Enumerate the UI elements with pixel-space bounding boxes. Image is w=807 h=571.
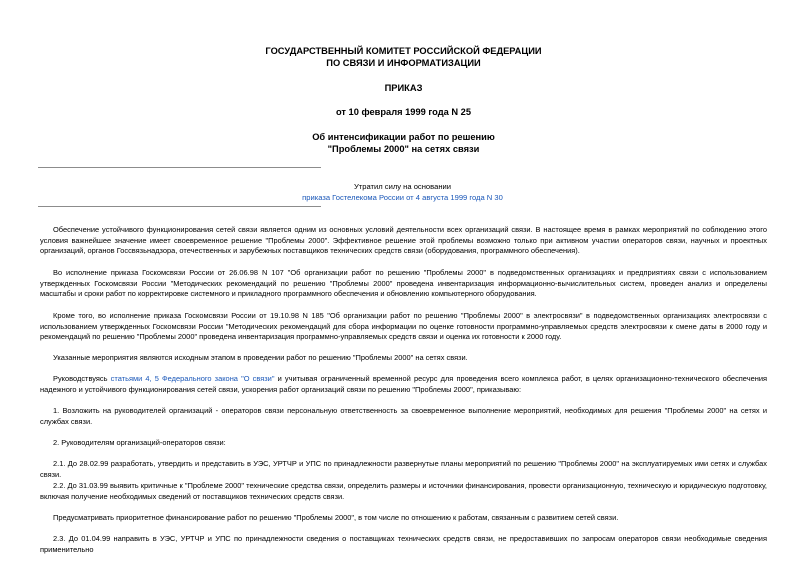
law-articles-link[interactable]: статьями 4, 5 Федерального закона "О связи" [110, 374, 275, 383]
committee-name-line1: ГОСУДАРСТВЕННЫЙ КОМИТЕТ РОССИЙСКОЙ ФЕДЕРАЦИИ [265, 46, 542, 56]
document-date: от 10 февраля 1999 года N 25 [335, 107, 472, 117]
paragraph-text-post: и учитывая ограниченный временной ресурс для проведения всего комплекса работ, в целях организационно-технического обеспечения надежного и устойчивого функционирования сетей связи, ускорения работ организаций связи по решению "Проблемы 2000", приказываю: [40, 374, 767, 394]
paragraph: 2.2. До 31.03.99 выявить критичные к "Проблеме 2000" технические средства связи, определить размеры и источники финансирования, провести организационную, техническую и юридическую подготовку, включая получение необходимых сведений от поставщиков технических средств связи. [40, 481, 767, 501]
paragraph: 2. Руководителям организаций-операторов связи: [53, 438, 226, 447]
divider-bottom [38, 206, 321, 207]
paragraph: 1. Возложить на руководителей организаций - операторов связи персональную ответственность за своевременное выполнение мероприятий, необходимых для решения "Проблемы 2000" на сетях и службах связи. [40, 406, 767, 426]
document-type: ПРИКАЗ [384, 83, 423, 93]
repeal-order-link[interactable]: приказа Гостелекома России от 4 августа 1999 года N 30 [302, 193, 503, 202]
status-note: Утратил силу на основании [353, 182, 452, 191]
document-title-line1: Об интенсификации работ по решению [312, 132, 495, 142]
divider-top [38, 167, 321, 168]
paragraph: Указанные мероприятия являются исходным этапом в проведении работ по решению "Проблемы 2000" на сетях связи. [53, 353, 468, 362]
committee-name-line2: ПО СВЯЗИ И ИНФОРМАТИЗАЦИИ [326, 58, 481, 68]
paragraph-text-pre: Руководствуясь [53, 374, 111, 383]
paragraph: Предусматривать приоритетное финансирование работ по решению "Проблемы 2000", в том числе по отношению к работам, связанным с развитием сетей связи. [53, 513, 619, 522]
paragraph: Во исполнение приказа Госкомсвязи России от 26.06.98 N 107 "Об организации работ по решению "Проблемы 2000" в подведомственных организациях и предприятиях связи с использованием утвержденных Госкомсвязи России "Методических рекомендаций по решению "Проблемы 2000" проведена инвентаризация информационно-вычислительных систем, проведен анализ и определены масштабы и сроки работ по корректировке системного и прикладного программного обеспечения и обновлению компьютерного оборудования. [40, 268, 767, 299]
paragraph-with-law-link [40, 374, 767, 395]
paragraph: Кроме того, во исполнение приказа Госкомсвязи России от 19.10.98 N 185 "Об организации работ по решению "Проблемы 2000" в электросвязи" в подведомственных организациях электросвязи с использованием утвержденных Госкомсвязи России "Методических рекомендаций для сбора информации по оценке готовности программно-управляемых средств электросвязи к смене даты в 2000 году и рекомендаций по решению "Проблемы 2000" проведена инвентаризация программно-управляемых средств связи и оценка их готовности к 2000 году. [40, 311, 767, 342]
paragraph: Обеспечение устойчивого функционирования сетей связи является одним из основных условий деятельности всех организаций связи. В настоящее время в рамках мероприятий по соблюдению этого условия важнейшее значение имеет своевременное решение "Проблемы 2000". Эффективное решение этой проблемы возможно только при активном участии операторов связи, научных и проектных организаций, органов Госсвязьнадзора, отечественных и зарубежных поставщиков технических средств связи (оборудования, программного обеспечения). [40, 225, 767, 256]
status-note-link-wrap [300, 192, 505, 203]
paragraph: 2.1. До 28.02.99 разработать, утвердить и представить в УЭС, УРТЧР и УПС по принадлежности развернутые планы мероприятий по решению "Проблемы 2000" на эксплуатируемых ими сетях и службах связи. [40, 459, 767, 479]
document-title-line2: "Проблемы 2000" на сетях связи [327, 144, 480, 154]
paragraph: 2.3. До 01.04.99 направить в УЭС, УРТЧР и УПС по принадлежности сведения о поставщиках технических средств связи, не предоставивших по запросам операторов связи необходимые сведения применительно [40, 534, 767, 554]
